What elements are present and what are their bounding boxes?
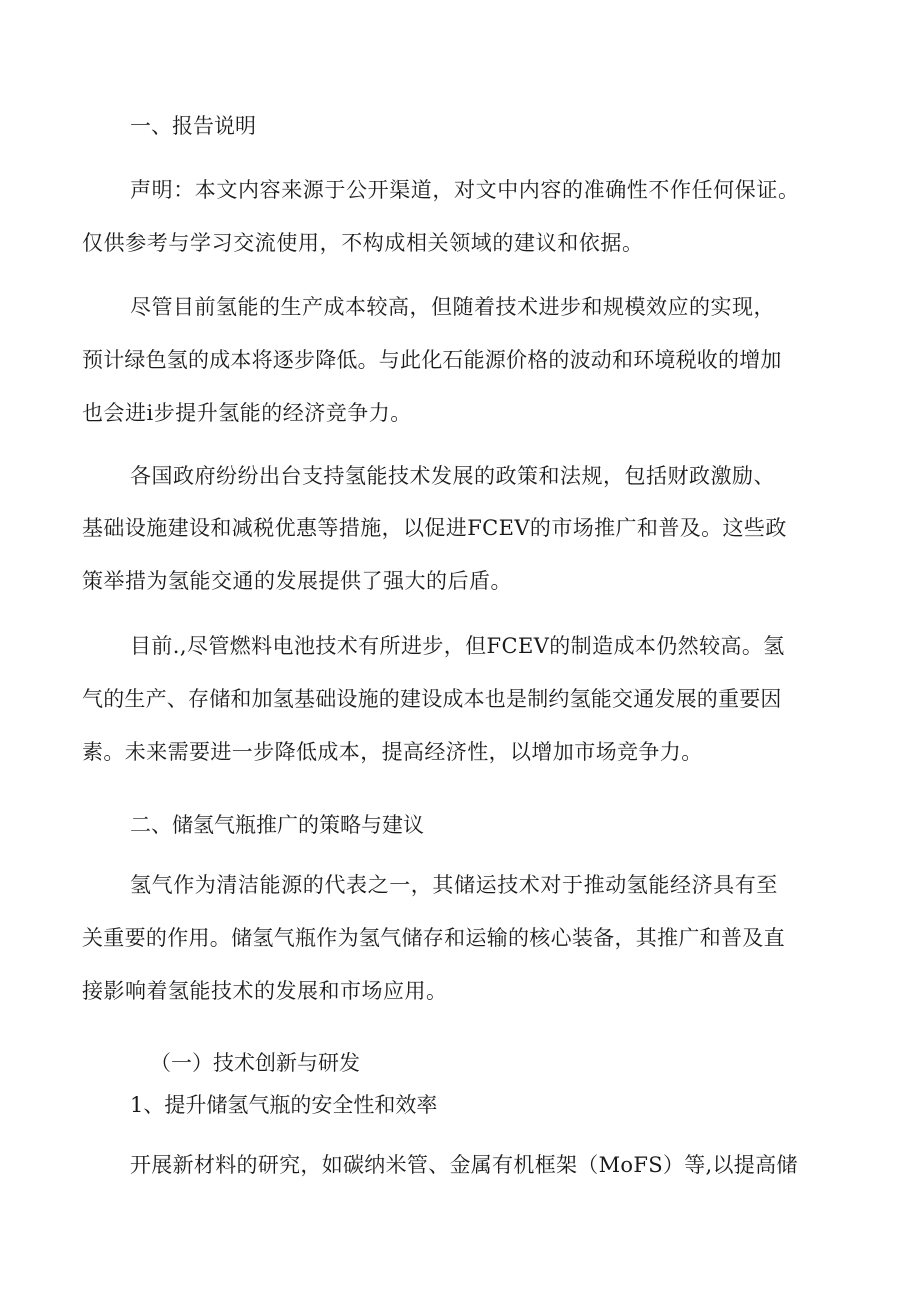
- paragraph-storage-line-2: 关重要的作用。储氢气瓶作为氢气储存和运输的核心装备，其推广和普及直: [82, 926, 785, 950]
- item-heading-safety-efficiency: 1、提升储氢气瓶的安全性和效率: [130, 1093, 438, 1117]
- subsection-heading-innovation: （一）技术创新与研发: [150, 1051, 360, 1075]
- paragraph-disclaimer-line-1: 声明：本文内容来源于公开渠道，对文中内容的准确性不作任何保证。: [130, 178, 800, 202]
- paragraph-policy-line-2: 基础设施建设和减税优惠等措施，以促进FCEV的市场推广和普及。这些政: [82, 516, 787, 540]
- paragraph-policy-line-1: 各国政府纷纷出台支持氢能技术发展的政策和法规，包括财政激励、: [130, 464, 775, 488]
- paragraph-cost-line-3: 也会进i步提升氢能的经济竞争力。: [82, 401, 412, 425]
- paragraph-fcev-cost-line-2: 气的生产、存储和加氢基础设施的建设成本也是制约氢能交通发展的重要因: [82, 687, 782, 711]
- paragraph-materials-line-1: 开展新材料的研究，如碳纳米管、金属有机框架（MoFS）等,以提高储: [130, 1153, 798, 1177]
- paragraph-cost-line-1: 尽管目前氢能的生产成本较高，但随着技术进步和规模效应的实现，: [130, 295, 775, 319]
- paragraph-storage-line-3: 接影响着氢能技术的发展和市场应用。: [82, 979, 448, 1003]
- paragraph-storage-line-1: 氢气作为清洁能源的代表之一，其储运技术对于推动氢能经济具有至: [130, 873, 778, 897]
- paragraph-cost-line-2: 预计绿色氢的成本将逐步降低。与此化石能源价格的波动和环境税收的增加: [82, 348, 782, 372]
- paragraph-disclaimer-line-2: 仅供参考与学习交流使用，不构成相关领域的建议和依据。: [82, 231, 644, 255]
- paragraph-fcev-cost-line-1: 目前.,尽管燃料电池技术有所进步，但FCEV的制造成本仍然较高。氢: [130, 634, 785, 658]
- section-heading-strategy: 二、储氢气瓶推广的策略与建议: [130, 813, 424, 837]
- section-heading-report-description: 一、报告说明: [130, 114, 256, 138]
- paragraph-fcev-cost-line-3: 素。未来需要进一步降低成本，提高经济性，以增加市场竞争力。: [82, 740, 703, 764]
- paragraph-policy-line-3: 策举措为氢能交通的发展提供了强大的后盾。: [82, 569, 512, 593]
